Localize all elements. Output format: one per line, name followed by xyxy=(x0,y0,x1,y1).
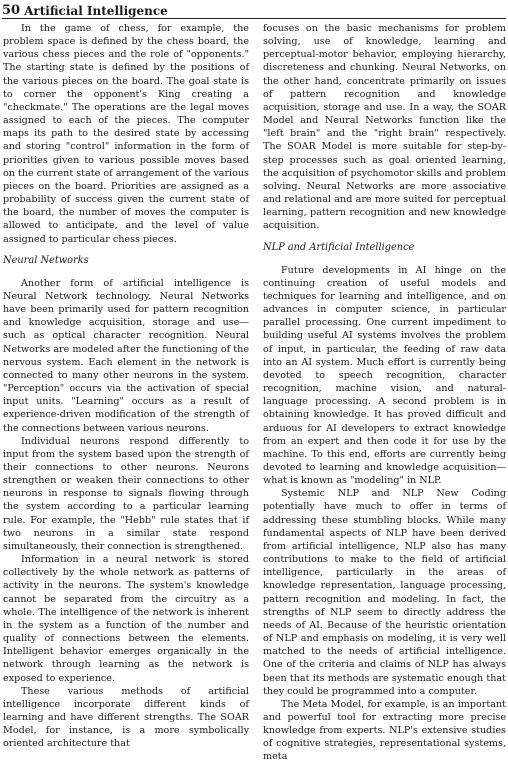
paragraph: Systemic NLP and NLP New Coding potentially have much to offer in terms of addressing these stumbling blocks. While many fundamental aspects of NLP have been derived from artificial intelligence, NLP also has many contributions to make to the field of artificial intelligence, particularly in the areas of knowledge representation, language processing, pattern recognition and modeling. In fact, the strengths of NLP seem to directly address the needs of AI. Because of the heuristic orientation of NLP and emphasis on modeling, it is very well matched to the needs of artificial intelligence. One of the criteria and claims of NLP has always been that its methods are systematic enough that they could be programmed into a computer. xyxy=(263,488,506,697)
paragraph: Individual neurons respond differently to input from the system based upon the strength of their connections to other neurons. Neurons strengthen or weaken their connections to other neurons in response to signals flowing through the system according to a particular learning rule. For example, the "Hebb" rule states that if two neurons in a similar state respond simultaneously, their connection is strengthened. xyxy=(3,435,249,552)
section-heading-neural-networks: Neural Networks xyxy=(3,254,89,266)
right-column xyxy=(263,22,506,763)
paragraph: Future developments in AI hinge on the continuing creation of useful models and techniques for learning and intelligence, and on advances in computer science, in particular parallel processing. One current impediment to building useful AI systems involves the problem of input, in particular, the feeding of raw data into an AI system. Much effort is currently being devoted to speech recognition, character recognition, machine vision, and natural-language processing. A second problem is in obtaining knowledge. It has proved difficult and arduous for AI developers to extract knowledge from an expert and then code it for use by the machine. To this end, efforts are currently being devoted to learning and knowledge acquisition—what is known as "modeling" in NLP. xyxy=(263,264,506,487)
paragraph: In the game of chess, for example, the problem space is defined by the chess board, the various chess pieces and the role of "opponents." The starting state is defined by the positions of the various pieces on the board. The goal state is to corner the opponent's King creating a "checkmate." The operations are the legal moves assigned to each of the pieces. The computer maps its path to the desired state by accessing and storing "control" information in the form of priorities given to various possible moves based on the current state of arrangement of the various pieces on the board. Priorities are assigned as a probability of success given the current state of the board, the number of moves the computer is allowed to anticipate, and the level of value assigned to particular chess pieces. xyxy=(3,23,249,245)
section-heading-nlp-ai: NLP and Artificial Intelligence xyxy=(263,241,415,253)
paragraph: The Meta Model, for example, is an important and powerful tool for extracting more precise knowledge from experts. NLP's extensive studies of cognitive strategies, representational systems, meta xyxy=(263,698,506,763)
paragraph: These various methods of artificial intelligence incorporate different kinds of learning and have different strengths. The SOAR Model, for instance, is a more symbolically oriented architecture that xyxy=(3,685,249,750)
running-title: Artificial Intelligence xyxy=(24,4,168,18)
left-column xyxy=(3,22,249,750)
running-header xyxy=(2,0,506,19)
paragraph: Information in a neural network is stored collectively by the whole network as patterns of activity in the neurons. The system's knowledge cannot be separated from the circuitry as a whole. The intelligence of the network is inherent in the system as a function of the number and quality of connections between the elements. Intelligent behavior emerges organically in the network through learning as the network is exposed to experience. xyxy=(3,554,249,684)
paragraph: focuses on the basic mechanisms for problem solving, use of knowledge, learning and perceptual-motor behavior, employing hierarchy, discreteness and chunking. Neural Networks, on the other hand, concentrate primarily on issues of pattern recognition and knowledge acquisition, storage and use. In a way, the SOAR Model and Neural Networks function like the "left brain" and the "right brain" respectively. The SOAR Model is more suitable for step-by-step processes such as goal oriented learning, the acquisition of psychomotor skills and problem solving. Neural Networks are more associative and relational and are more suited for perceptual learning, pattern recognition and new knowledge acquisition. xyxy=(263,23,506,232)
page-number: 50 xyxy=(2,3,21,18)
paragraph: Another form of artificial intelligence is Neural Network technology. Neural Networks have been primarily used for pattern recognition and knowledge acquisition, storage and use—such as optical character recognition. Neural Networks are modeled after the functioning of the nervous system. Each element in the network is connected to many other neurons in the system. "Perception" occurs via the activation of special input units. "Learning" occurs as a result of experience-driven modification of the strength of the connections between various neurons. xyxy=(3,277,249,434)
